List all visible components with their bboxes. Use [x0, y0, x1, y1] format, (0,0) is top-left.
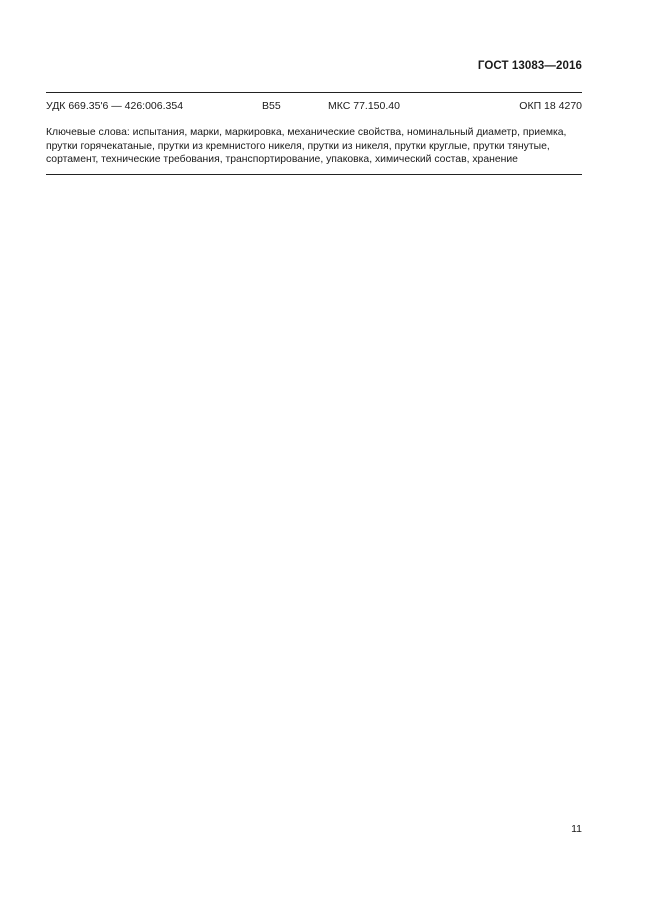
bottom-divider	[46, 174, 582, 175]
top-divider	[46, 92, 582, 93]
okp-code: ОКП 18 4270	[519, 100, 582, 112]
keywords-line: прутки горячекатаные, прутки из кремнистого никеля, прутки из никеля, прутки круглые, прутки тянутые,	[46, 140, 550, 152]
keywords-block	[46, 126, 586, 167]
group-code: В55	[262, 100, 281, 112]
classification-row	[46, 100, 582, 114]
mks-code: МКС 77.150.40	[328, 100, 400, 112]
page-number: 11	[571, 823, 582, 835]
udk-code: УДК 669.35'6 — 426:006.354	[46, 100, 184, 112]
document-code: ГОСТ 13083—2016	[477, 60, 582, 72]
keywords-line: сортамент, технические требования, транспортирование, упаковка, химический состав, хранение	[46, 154, 518, 166]
keywords-line: Ключевые слова: испытания, марки, маркировка, механические свойства, номинальный диаметр, приемка,	[46, 127, 567, 138]
